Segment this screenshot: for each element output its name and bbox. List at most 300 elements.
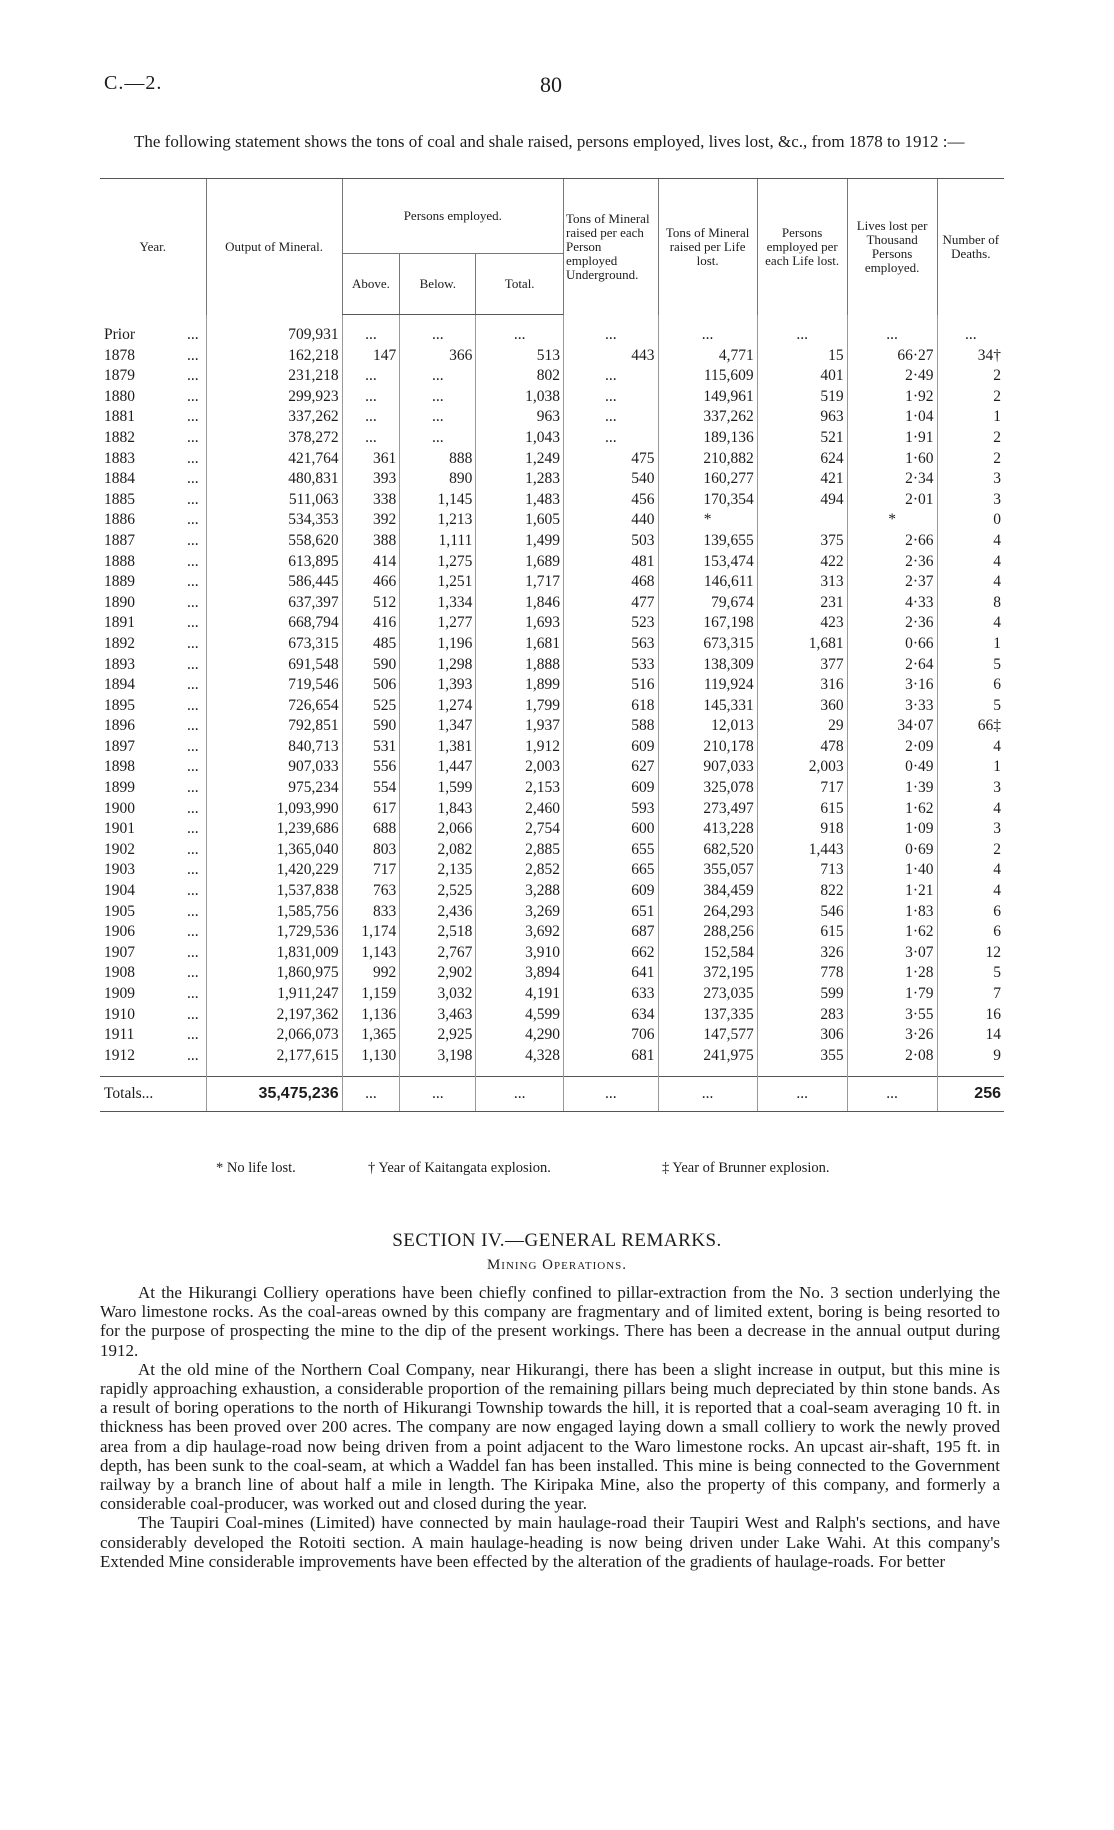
cell-year (100, 819, 206, 840)
table-row (100, 675, 1004, 696)
cell-deaths: 8 (937, 593, 1004, 614)
totals-cell-tons-per-person: ... (563, 1077, 658, 1112)
cell-total: 1,283 (476, 469, 564, 490)
cell-persons-per-life: 478 (757, 737, 847, 758)
cell-persons-per-life: 546 (757, 902, 847, 923)
cell-persons-per-life: 231 (757, 593, 847, 614)
cell-deaths: 2 (937, 366, 1004, 387)
cell-output: 2,197,362 (206, 1005, 342, 1026)
year-label: 1906 (104, 923, 135, 941)
leader-dots: ... (186, 326, 199, 343)
cell-above: 1,143 (342, 943, 400, 964)
cell-above: 512 (342, 593, 400, 614)
cell-above: 590 (342, 716, 400, 737)
header-total: Total. (476, 254, 564, 315)
cell-tons-per-life: 139,655 (658, 531, 757, 552)
table-row (100, 922, 1004, 943)
cell-output: 337,262 (206, 407, 342, 428)
cell-deaths: 6 (937, 902, 1004, 923)
cell-below: 3,198 (400, 1046, 476, 1067)
leader-dots: ... (186, 676, 199, 694)
cell-persons-per-life: 615 (757, 799, 847, 820)
footnote-no-life-lost: * No life lost. (216, 1160, 296, 1176)
cell-tons-per-person: 633 (563, 984, 658, 1005)
cell-lives-per-thousand: 1·60 (847, 449, 937, 470)
cell-year (100, 531, 206, 552)
leader-dots: ... (186, 943, 199, 961)
cell-lives-per-thousand: 1·79 (847, 984, 937, 1005)
cell-tons-per-person: 665 (563, 860, 658, 881)
cell-tons-per-person: 593 (563, 799, 658, 820)
leader-dots: ... (186, 552, 199, 570)
header-deaths: Number of Deaths. (937, 179, 1004, 315)
table-row (100, 963, 1004, 984)
cell-output: 840,713 (206, 737, 342, 758)
cell-lives-per-thousand: 2·36 (847, 613, 937, 634)
cell-output: 2,177,615 (206, 1046, 342, 1067)
cell-below: 3,032 (400, 984, 476, 1005)
cell-below: 1,275 (400, 552, 476, 573)
cell-total: 1,888 (476, 655, 564, 676)
cell-tons-per-person: 687 (563, 922, 658, 943)
paragraph: At the old mine of the Northern Coal Company, near Hikurangi, there has been a slight increase in output, but this mine is rapidly approaching exhaustion, a considerable proportion of the remaining pillars being much depreciated by thin stone bands. As a result of boring operations to the north of Hikurangi Township towards the hill, it is reported that a coal-seam averaging 10 ft. in thickness has been proved over 200 acres. The company are now engaged laying down a small colliery to work the newly proved area from a dip haulage-road now being driven from a point adjacent to the Waro limestone rocks. An upcast air-shaft, 195 ft. in depth, has been sunk to the coal-seam, at which a Waddel fan has been installed. This mine is being connected to the Government railway by a branch line of about half a mile in length. The Kiripaka Mine, also the property of this company, and formerly a considerable coal-producer, was worked out and closed during the year. (100, 1359, 1000, 1514)
totals-cell-output: 35,475,236 (206, 1077, 342, 1112)
cell-total: 4,290 (476, 1025, 564, 1046)
cell-output: 975,234 (206, 778, 342, 799)
cell-tons-per-person: 443 (563, 346, 658, 367)
intro-text: The following statement shows the tons of coal and shale raised, persons employed, lives lost, &c., from 1878 to 1912 :— (134, 132, 965, 151)
year-label: 1882 (104, 428, 135, 446)
cell-below: ... (400, 428, 476, 449)
cell-tons-per-life: 384,459 (658, 881, 757, 902)
header-tons-per-life: Tons of Mineral raised per Life lost. (658, 179, 757, 315)
cell-deaths: 4 (937, 799, 1004, 820)
cell-tons-per-person: 503 (563, 531, 658, 552)
cell-total: 3,288 (476, 881, 564, 902)
cell-output: 558,620 (206, 531, 342, 552)
paragraph: At the Hikurangi Colliery operations have been chiefly confined to pillar-extraction from the No. 3 section underlying the Waro limestone rocks. As the coal-areas owned by this company are fragmentary and of limited extent, boring is being resorted to for the purpose of prospecting the mine to the dip of the present workings. There has been a decrease in the annual output during 1912. (100, 1283, 1000, 1360)
cell-tons-per-life: 682,520 (658, 840, 757, 861)
cell-below: 1,447 (400, 757, 476, 778)
cell-tons-per-life: 79,674 (658, 593, 757, 614)
cell-persons-per-life: 822 (757, 881, 847, 902)
cell-tons-per-life: 372,195 (658, 963, 757, 984)
cell-above: 763 (342, 881, 400, 902)
cell-deaths: 3 (937, 469, 1004, 490)
table-row (100, 696, 1004, 717)
table-row (100, 387, 1004, 408)
cell-persons-per-life: 316 (757, 675, 847, 696)
cell-year (100, 1025, 206, 1046)
cell-tons-per-person: ... (563, 366, 658, 387)
cell-persons-per-life: 519 (757, 387, 847, 408)
cell-deaths: 5 (937, 696, 1004, 717)
cell-persons-per-life: 355 (757, 1046, 847, 1067)
cell-total: 1,799 (476, 696, 564, 717)
table-row (100, 572, 1004, 593)
cell-year (100, 366, 206, 387)
cell-total: 1,038 (476, 387, 564, 408)
table-row (100, 1025, 1004, 1046)
cell-below: 1,274 (400, 696, 476, 717)
footnote-brunner: ‡ Year of Brunner explosion. (662, 1160, 830, 1176)
cell-below: 2,518 (400, 922, 476, 943)
cell-output: 421,764 (206, 449, 342, 470)
leader-dots: ... (186, 1005, 199, 1023)
cell-total: 4,328 (476, 1046, 564, 1067)
cell-tons-per-life: 138,309 (658, 655, 757, 676)
cell-year (100, 572, 206, 593)
cell-tons-per-life: 146,611 (658, 572, 757, 593)
cell-total: 1,693 (476, 613, 564, 634)
cell-lives-per-thousand: 3·26 (847, 1025, 937, 1046)
cell-total: 1,689 (476, 552, 564, 573)
table-row (100, 407, 1004, 428)
year-label: 1891 (104, 614, 135, 632)
cell-year (100, 799, 206, 820)
year-label: 1900 (104, 799, 135, 817)
header-persons-employed: Persons employed. (342, 179, 563, 254)
cell-deaths: 9 (937, 1046, 1004, 1067)
cell-persons-per-life: 615 (757, 922, 847, 943)
cell-tons-per-life: 288,256 (658, 922, 757, 943)
cell-output: 534,353 (206, 510, 342, 531)
cell-output: 637,397 (206, 593, 342, 614)
table-row (100, 655, 1004, 676)
table-row (100, 1046, 1004, 1067)
cell-year (100, 757, 206, 778)
cell-total: 4,191 (476, 984, 564, 1005)
year-label: 1883 (104, 449, 135, 467)
cell-output: 792,851 (206, 716, 342, 737)
cell-tons-per-person: 655 (563, 840, 658, 861)
cell-year (100, 716, 206, 737)
cell-persons-per-life: 15 (757, 346, 847, 367)
leader-dots: ... (186, 511, 199, 529)
cell-deaths: 14 (937, 1025, 1004, 1046)
cell-deaths: 4 (937, 737, 1004, 758)
cell-persons-per-life: 963 (757, 407, 847, 428)
cell-tons-per-life: 273,035 (658, 984, 757, 1005)
cell-tons-per-person: 456 (563, 490, 658, 511)
cell-year (100, 840, 206, 861)
cell-above: 803 (342, 840, 400, 861)
table-row (100, 984, 1004, 1005)
cell-tons-per-person: ... (563, 325, 658, 346)
cell-lives-per-thousand: 3·55 (847, 1005, 937, 1026)
year-label: 1899 (104, 779, 135, 797)
leader-dots: ... (186, 1026, 199, 1044)
cell-below: 2,902 (400, 963, 476, 984)
cell-below: 3,463 (400, 1005, 476, 1026)
cell-above: 1,136 (342, 1005, 400, 1026)
leader-dots: ... (186, 840, 199, 858)
cell-year (100, 963, 206, 984)
cell-deaths: 4 (937, 860, 1004, 881)
cell-deaths: 1 (937, 634, 1004, 655)
paragraph: The Taupiri Coal-mines (Limited) have connected by main haulage-road their Taupiri West and Ralph's sections, and have considerably developed the Rotoiti section. A main haulage-heading is now being driven under Lake Wahi. At this company's Extended Mine considerable improvements have been effected by the alteration of the gradients of haulage-roads. For better (100, 1513, 1000, 1571)
cell-below: 2,525 (400, 881, 476, 902)
cell-above: 1,159 (342, 984, 400, 1005)
leader-dots: ... (186, 614, 199, 632)
table-row (100, 1005, 1004, 1026)
cell-tons-per-person: 516 (563, 675, 658, 696)
cell-lives-per-thousand: 2·37 (847, 572, 937, 593)
cell-lives-per-thousand: 1·09 (847, 819, 937, 840)
cell-above: 617 (342, 799, 400, 820)
cell-below: 1,347 (400, 716, 476, 737)
cell-year (100, 428, 206, 449)
table-row (100, 840, 1004, 861)
cell-lives-per-thousand: 2·09 (847, 737, 937, 758)
cell-below: 2,066 (400, 819, 476, 840)
cell-total: 2,885 (476, 840, 564, 861)
cell-below: 2,925 (400, 1025, 476, 1046)
leader-dots: ... (186, 923, 199, 941)
year-label: 1910 (104, 1005, 135, 1023)
cell-above: 485 (342, 634, 400, 655)
leader-dots: ... (186, 779, 199, 797)
cell-tons-per-person: 440 (563, 510, 658, 531)
header-persons-per-life: Persons employed per each Life lost. (757, 179, 847, 315)
year-label: 1892 (104, 634, 135, 652)
cell-above: 525 (342, 696, 400, 717)
cell-deaths: 4 (937, 572, 1004, 593)
header-above: Above. (342, 254, 400, 315)
cell-total: 3,894 (476, 963, 564, 984)
cell-below: 888 (400, 449, 476, 470)
year-label: 1890 (104, 593, 135, 611)
cell-total: 1,937 (476, 716, 564, 737)
totals-cell-below: ... (400, 1077, 476, 1112)
cell-below: 1,277 (400, 613, 476, 634)
cell-persons-per-life: ... (757, 325, 847, 346)
table-row (100, 366, 1004, 387)
cell-deaths: 3 (937, 819, 1004, 840)
cell-output: 511,063 (206, 490, 342, 511)
table-row (100, 881, 1004, 902)
cell-persons-per-life: 599 (757, 984, 847, 1005)
leader-dots: ... (186, 367, 199, 385)
year-label: 1901 (104, 820, 135, 838)
year-label: 1888 (104, 552, 135, 570)
table-row (100, 819, 1004, 840)
cell-year (100, 902, 206, 923)
cell-year (100, 1005, 206, 1026)
cell-below: 2,135 (400, 860, 476, 881)
cell-tons-per-person: 477 (563, 593, 658, 614)
header-lives-per-thousand: Lives lost per Thousand Persons employed. (847, 179, 937, 315)
cell-output: 1,585,756 (206, 902, 342, 923)
table-row (100, 860, 1004, 881)
cell-total: 2,460 (476, 799, 564, 820)
cell-output: 2,066,073 (206, 1025, 342, 1046)
cell-lives-per-thousand: 2·08 (847, 1046, 937, 1067)
cell-lives-per-thousand: 3·33 (847, 696, 937, 717)
cell-persons-per-life: 375 (757, 531, 847, 552)
cell-year (100, 449, 206, 470)
cell-above: 554 (342, 778, 400, 799)
cell-output: 1,860,975 (206, 963, 342, 984)
cell-total: 4,599 (476, 1005, 564, 1026)
cell-tons-per-person: 533 (563, 655, 658, 676)
year-label: 1896 (104, 717, 135, 735)
cell-below: 1,334 (400, 593, 476, 614)
cell-deaths: ... (937, 325, 1004, 346)
cell-above: 147 (342, 346, 400, 367)
cell-lives-per-thousand: 1·40 (847, 860, 937, 881)
cell-tons-per-person: 523 (563, 613, 658, 634)
cell-tons-per-life: 147,577 (658, 1025, 757, 1046)
cell-tons-per-life: 160,277 (658, 469, 757, 490)
cell-tons-per-life: ... (658, 325, 757, 346)
table-row (100, 716, 1004, 737)
year-label: 1898 (104, 758, 135, 776)
table-row (100, 799, 1004, 820)
subsection-title: Mining Operations. (486, 1257, 628, 1273)
cell-total: 963 (476, 407, 564, 428)
cell-persons-per-life: 313 (757, 572, 847, 593)
cell-output: 1,365,040 (206, 840, 342, 861)
cell-above: ... (342, 325, 400, 346)
cell-tons-per-person: 600 (563, 819, 658, 840)
cell-tons-per-life: 4,771 (658, 346, 757, 367)
cell-tons-per-person: 618 (563, 696, 658, 717)
cell-above: 717 (342, 860, 400, 881)
table-row (100, 613, 1004, 634)
cell-total: 3,692 (476, 922, 564, 943)
cell-persons-per-life (757, 510, 847, 531)
cell-persons-per-life: 2,003 (757, 757, 847, 778)
cell-year (100, 860, 206, 881)
cell-output: 1,911,247 (206, 984, 342, 1005)
header-year: Year. (100, 179, 206, 315)
cell-year (100, 655, 206, 676)
table-row (100, 778, 1004, 799)
cell-persons-per-life: 624 (757, 449, 847, 470)
leader-dots: ... (186, 882, 199, 900)
cell-total: 1,681 (476, 634, 564, 655)
cell-above: ... (342, 428, 400, 449)
cell-output: 1,093,990 (206, 799, 342, 820)
cell-output: 691,548 (206, 655, 342, 676)
cell-total: 2,852 (476, 860, 564, 881)
cell-below: ... (400, 407, 476, 428)
cell-tons-per-life: * (658, 510, 757, 531)
leader-dots: ... (186, 696, 199, 714)
cell-tons-per-person: 481 (563, 552, 658, 573)
cell-output: 231,218 (206, 366, 342, 387)
cell-above: 392 (342, 510, 400, 531)
cell-below: ... (400, 366, 476, 387)
cell-total: 1,846 (476, 593, 564, 614)
cell-persons-per-life: 360 (757, 696, 847, 717)
cell-deaths: 4 (937, 613, 1004, 634)
cell-above: 590 (342, 655, 400, 676)
cell-deaths: 5 (937, 963, 1004, 984)
cell-deaths: 2 (937, 840, 1004, 861)
cell-output: 668,794 (206, 613, 342, 634)
cell-tons-per-person: 706 (563, 1025, 658, 1046)
cell-above: 466 (342, 572, 400, 593)
cell-year (100, 387, 206, 408)
year-label: 1908 (104, 964, 135, 982)
totals-cell-year: Totals... (100, 1077, 206, 1112)
cell-lives-per-thousand: 0·66 (847, 634, 937, 655)
cell-output: 586,445 (206, 572, 342, 593)
cell-year (100, 469, 206, 490)
cell-total: 1,249 (476, 449, 564, 470)
cell-output: 299,923 (206, 387, 342, 408)
cell-tons-per-person: 540 (563, 469, 658, 490)
body-text (100, 1283, 1000, 1571)
cell-year (100, 552, 206, 573)
cell-total: 2,003 (476, 757, 564, 778)
cell-tons-per-life: 152,584 (658, 943, 757, 964)
cell-lives-per-thousand: 1·92 (847, 387, 937, 408)
cell-year (100, 613, 206, 634)
totals-cell-above: ... (342, 1077, 400, 1112)
cell-lives-per-thousand: 3·16 (847, 675, 937, 696)
cell-tons-per-person: 468 (563, 572, 658, 593)
cell-persons-per-life: 326 (757, 943, 847, 964)
table-row (100, 510, 1004, 531)
cell-lives-per-thousand: 2·34 (847, 469, 937, 490)
cell-lives-per-thousand: 1·21 (847, 881, 937, 902)
cell-persons-per-life: 713 (757, 860, 847, 881)
year-label: 1904 (104, 882, 135, 900)
cell-year (100, 325, 206, 346)
cell-total: 1,499 (476, 531, 564, 552)
cell-total: 1,605 (476, 510, 564, 531)
cell-above: ... (342, 407, 400, 428)
cell-lives-per-thousand: 2·64 (847, 655, 937, 676)
cell-persons-per-life: 521 (757, 428, 847, 449)
table-intro (104, 132, 1004, 151)
cell-lives-per-thousand: 66·27 (847, 346, 937, 367)
year-label: 1902 (104, 840, 135, 858)
cell-above: 506 (342, 675, 400, 696)
totals-row (100, 1077, 1004, 1112)
year-label: 1881 (104, 408, 135, 426)
cell-persons-per-life: 717 (757, 778, 847, 799)
table-row (100, 325, 1004, 346)
cell-deaths: 4 (937, 552, 1004, 573)
cell-above: 1,130 (342, 1046, 400, 1067)
cell-tons-per-life: 167,198 (658, 613, 757, 634)
header-tons-per-person: Tons of Mineral raised per each Person employed Underground. (563, 179, 658, 315)
cell-output: 1,831,009 (206, 943, 342, 964)
leader-dots: ... (186, 758, 199, 776)
cell-total: 1,912 (476, 737, 564, 758)
cell-output: 162,218 (206, 346, 342, 367)
cell-lives-per-thousand: 2·36 (847, 552, 937, 573)
cell-persons-per-life: 377 (757, 655, 847, 676)
cell-total: 1,483 (476, 490, 564, 511)
cell-tons-per-life: 153,474 (658, 552, 757, 573)
cell-year (100, 675, 206, 696)
leader-dots: ... (186, 428, 199, 446)
cell-tons-per-person: ... (563, 407, 658, 428)
cell-lives-per-thousand: 1·62 (847, 922, 937, 943)
cell-below: 1,111 (400, 531, 476, 552)
cell-deaths: 2 (937, 387, 1004, 408)
cell-tons-per-person: 634 (563, 1005, 658, 1026)
cell-output: 1,420,229 (206, 860, 342, 881)
leader-dots: ... (186, 449, 199, 467)
section-title: SECTION IV.—GENERAL REMARKS. (392, 1230, 722, 1251)
cell-lives-per-thousand: 0·49 (847, 757, 937, 778)
